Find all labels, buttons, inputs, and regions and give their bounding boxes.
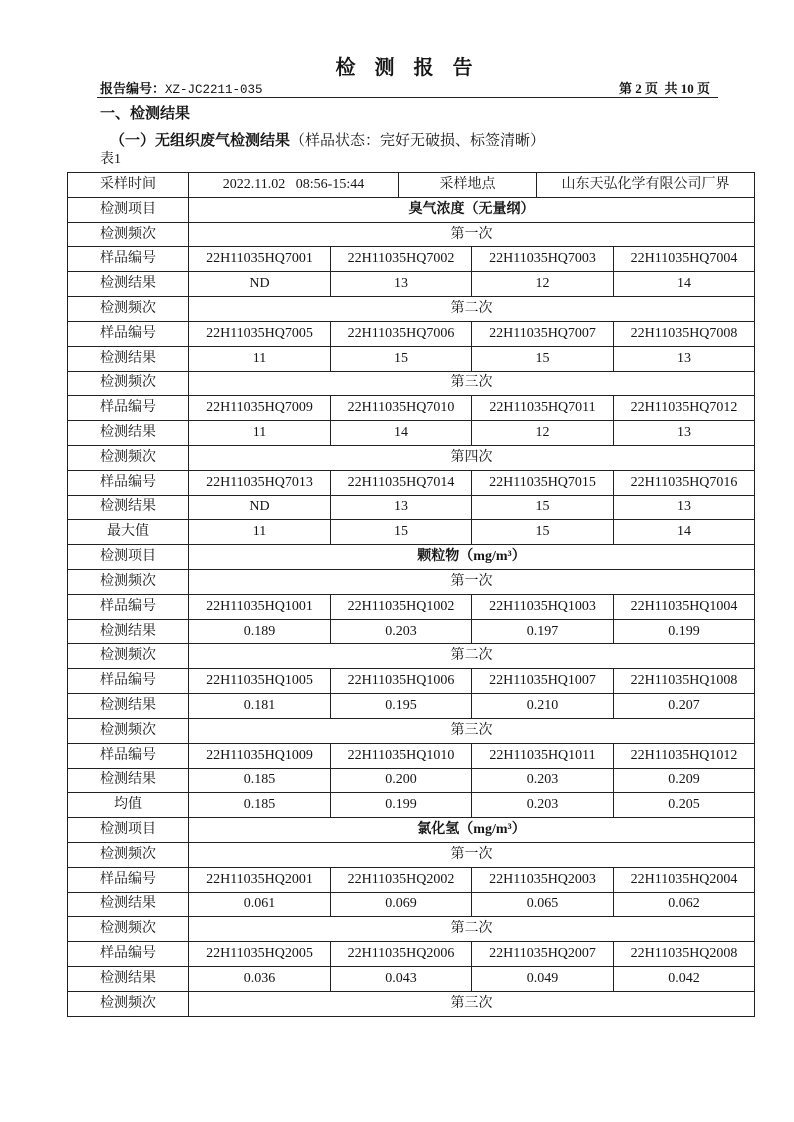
row-label: 检测结果 — [68, 967, 189, 992]
sample-row — [68, 247, 755, 272]
section-title: 一、检测结果 — [100, 106, 191, 122]
sampling-site: 山东天弘化学有限公司厂界 — [537, 173, 755, 198]
row-label: 检测频次 — [68, 445, 189, 470]
row-label: 检测项目 — [68, 818, 189, 843]
sample-id: 22H11035HQ1009 — [189, 743, 331, 768]
header-rule — [97, 97, 718, 98]
row-label: 采样时间 — [68, 173, 189, 198]
row-label: 检测频次 — [68, 718, 189, 743]
sample-id: 22H11035HQ1010 — [331, 743, 472, 768]
sample-id: 22H11035HQ1011 — [472, 743, 614, 768]
sample-id: 22H11035HQ7016 — [614, 470, 755, 495]
sample-id: 22H11035HQ7003 — [472, 247, 614, 272]
sample-id: 22H11035HQ7015 — [472, 470, 614, 495]
frequency-row — [68, 570, 755, 595]
frequency-value: 第二次 — [189, 644, 755, 669]
row-label: 检测频次 — [68, 991, 189, 1016]
result-value: 12 — [472, 272, 614, 297]
test-item-name: 臭气浓度（无量纲） — [189, 197, 755, 222]
frequency-row — [68, 917, 755, 942]
summary-value: 0.203 — [472, 793, 614, 818]
report-number-value: XZ-JC2211-035 — [165, 83, 263, 97]
frequency-value: 第一次 — [189, 570, 755, 595]
sample-id: 22H11035HQ2001 — [189, 867, 331, 892]
sample-row — [68, 942, 755, 967]
frequency-value: 第三次 — [189, 371, 755, 396]
result-value: 14 — [614, 272, 755, 297]
frequency-row — [68, 842, 755, 867]
sample-id: 22H11035HQ7010 — [331, 396, 472, 421]
result-value: 13 — [331, 272, 472, 297]
row-label: 检测结果 — [68, 421, 189, 446]
frequency-value: 第三次 — [189, 718, 755, 743]
row-label: 检测结果 — [68, 694, 189, 719]
row-label: 均值 — [68, 793, 189, 818]
sample-id: 22H11035HQ7004 — [614, 247, 755, 272]
row-label: 最大值 — [68, 520, 189, 545]
result-value: 0.069 — [331, 892, 472, 917]
result-value: 0.185 — [189, 768, 331, 793]
result-row — [68, 495, 755, 520]
sampling-site-label: 采样地点 — [399, 173, 537, 198]
sample-id: 22H11035HQ2006 — [331, 942, 472, 967]
row-label: 检测频次 — [68, 644, 189, 669]
frequency-value: 第一次 — [189, 842, 755, 867]
summary-value: 15 — [472, 520, 614, 545]
sample-id: 22H11035HQ1001 — [189, 594, 331, 619]
summary-row — [68, 793, 755, 818]
sample-id: 22H11035HQ7005 — [189, 321, 331, 346]
sample-id: 22H11035HQ2007 — [472, 942, 614, 967]
result-value: 0.199 — [614, 619, 755, 644]
row-label: 检测结果 — [68, 346, 189, 371]
result-row — [68, 892, 755, 917]
result-value: 0.203 — [472, 768, 614, 793]
row-label: 检测结果 — [68, 768, 189, 793]
subsection-heading — [110, 131, 545, 151]
row-label: 样品编号 — [68, 470, 189, 495]
result-row — [68, 619, 755, 644]
frequency-row — [68, 371, 755, 396]
result-value: 12 — [472, 421, 614, 446]
result-value: 14 — [331, 421, 472, 446]
row-label: 检测频次 — [68, 297, 189, 322]
sample-id: 22H11035HQ1002 — [331, 594, 472, 619]
sample-id: 22H11035HQ2002 — [331, 867, 472, 892]
result-value: 0.043 — [331, 967, 472, 992]
result-value: 0.189 — [189, 619, 331, 644]
result-value: 0.062 — [614, 892, 755, 917]
row-label: 检测结果 — [68, 272, 189, 297]
sample-id: 22H11035HQ1012 — [614, 743, 755, 768]
result-value: 13 — [614, 495, 755, 520]
sample-id: 22H11035HQ7002 — [331, 247, 472, 272]
sample-row — [68, 321, 755, 346]
result-value: 0.197 — [472, 619, 614, 644]
sample-id: 22H11035HQ7011 — [472, 396, 614, 421]
subsection-note: （样品状态：完好无破损、标签清晰） — [290, 133, 546, 149]
result-value: 0.049 — [472, 967, 614, 992]
sampling-time: 2022.11.02 08:56-15:44 — [189, 173, 399, 198]
summary-value: 0.185 — [189, 793, 331, 818]
result-value: 0.195 — [331, 694, 472, 719]
test-item-row — [68, 818, 755, 843]
row-label: 检测结果 — [68, 892, 189, 917]
row-label: 检测项目 — [68, 197, 189, 222]
result-value: 11 — [189, 346, 331, 371]
result-row — [68, 967, 755, 992]
frequency-value: 第四次 — [189, 445, 755, 470]
result-value: 0.200 — [331, 768, 472, 793]
test-item-row — [68, 197, 755, 222]
sample-id: 22H11035HQ2008 — [614, 942, 755, 967]
sample-id: 22H11035HQ7014 — [331, 470, 472, 495]
row-label: 检测频次 — [68, 917, 189, 942]
row-label: 样品编号 — [68, 867, 189, 892]
sample-id: 22H11035HQ1003 — [472, 594, 614, 619]
result-row — [68, 694, 755, 719]
frequency-row — [68, 297, 755, 322]
frequency-row — [68, 718, 755, 743]
result-value: 0.042 — [614, 967, 755, 992]
summary-value: 0.199 — [331, 793, 472, 818]
sample-row — [68, 867, 755, 892]
sample-row — [68, 470, 755, 495]
row-label: 样品编号 — [68, 321, 189, 346]
test-item-name: 氯化氢（mg/m³） — [189, 818, 755, 843]
result-row — [68, 768, 755, 793]
summary-value: 0.205 — [614, 793, 755, 818]
test-item-row — [68, 545, 755, 570]
result-value: 13 — [614, 346, 755, 371]
result-value: 0.065 — [472, 892, 614, 917]
row-label: 样品编号 — [68, 396, 189, 421]
row-label: 样品编号 — [68, 247, 189, 272]
sample-row — [68, 743, 755, 768]
sample-row — [68, 594, 755, 619]
page-title: 检 测 报 告 — [335, 57, 480, 79]
result-value: 11 — [189, 421, 331, 446]
frequency-value: 第三次 — [189, 991, 755, 1016]
result-row — [68, 346, 755, 371]
sample-id: 22H11035HQ7001 — [189, 247, 331, 272]
sample-id: 22H11035HQ7007 — [472, 321, 614, 346]
result-value: 0.203 — [331, 619, 472, 644]
row-label: 检测频次 — [68, 842, 189, 867]
page-indicator: 第 2 页 共 10 页 — [618, 81, 710, 96]
frequency-value: 第二次 — [189, 297, 755, 322]
result-value: 0.061 — [189, 892, 331, 917]
sample-id: 22H11035HQ1005 — [189, 669, 331, 694]
result-value: ND — [189, 272, 331, 297]
row-label: 样品编号 — [68, 669, 189, 694]
sample-id: 22H11035HQ1004 — [614, 594, 755, 619]
table-caption: 表1 — [100, 152, 121, 167]
frequency-row — [68, 644, 755, 669]
row-label: 检测结果 — [68, 495, 189, 520]
sampling-info-row — [68, 173, 755, 198]
result-value: 0.210 — [472, 694, 614, 719]
result-value: 13 — [331, 495, 472, 520]
summary-row — [68, 520, 755, 545]
sample-id: 22H11035HQ2004 — [614, 867, 755, 892]
row-label: 样品编号 — [68, 942, 189, 967]
row-label: 样品编号 — [68, 743, 189, 768]
row-label: 样品编号 — [68, 594, 189, 619]
row-label: 检测结果 — [68, 619, 189, 644]
row-label: 检测项目 — [68, 545, 189, 570]
sample-id: 22H11035HQ7012 — [614, 396, 755, 421]
sample-id: 22H11035HQ1006 — [331, 669, 472, 694]
summary-value: 15 — [331, 520, 472, 545]
result-value: 13 — [614, 421, 755, 446]
frequency-row — [68, 991, 755, 1016]
summary-value: 11 — [189, 520, 331, 545]
sample-id: 22H11035HQ1007 — [472, 669, 614, 694]
result-row — [68, 272, 755, 297]
result-value: 15 — [472, 495, 614, 520]
row-label: 检测频次 — [68, 570, 189, 595]
sample-id: 22H11035HQ2005 — [189, 942, 331, 967]
row-label: 检测频次 — [68, 371, 189, 396]
sample-id: 22H11035HQ7009 — [189, 396, 331, 421]
frequency-row — [68, 445, 755, 470]
frequency-row — [68, 222, 755, 247]
result-value: 15 — [472, 346, 614, 371]
test-item-name: 颗粒物（mg/m³） — [189, 545, 755, 570]
report-number-label: 报告编号： — [100, 81, 166, 96]
result-value: 0.207 — [614, 694, 755, 719]
sample-id: 22H11035HQ7006 — [331, 321, 472, 346]
frequency-value: 第一次 — [189, 222, 755, 247]
frequency-value: 第二次 — [189, 917, 755, 942]
result-value: 15 — [331, 346, 472, 371]
result-value: ND — [189, 495, 331, 520]
result-row — [68, 421, 755, 446]
sample-id: 22H11035HQ7008 — [614, 321, 755, 346]
sample-id: 22H11035HQ7013 — [189, 470, 331, 495]
row-label: 检测频次 — [68, 222, 189, 247]
sample-id: 22H11035HQ2003 — [472, 867, 614, 892]
result-value: 0.209 — [614, 768, 755, 793]
sample-row — [68, 669, 755, 694]
result-value: 0.181 — [189, 694, 331, 719]
results-table — [67, 172, 755, 1017]
subsection-title: （一）无组织废气检测结果 — [110, 133, 291, 149]
result-value: 0.036 — [189, 967, 331, 992]
sample-row — [68, 396, 755, 421]
sample-id: 22H11035HQ1008 — [614, 669, 755, 694]
summary-value: 14 — [614, 520, 755, 545]
